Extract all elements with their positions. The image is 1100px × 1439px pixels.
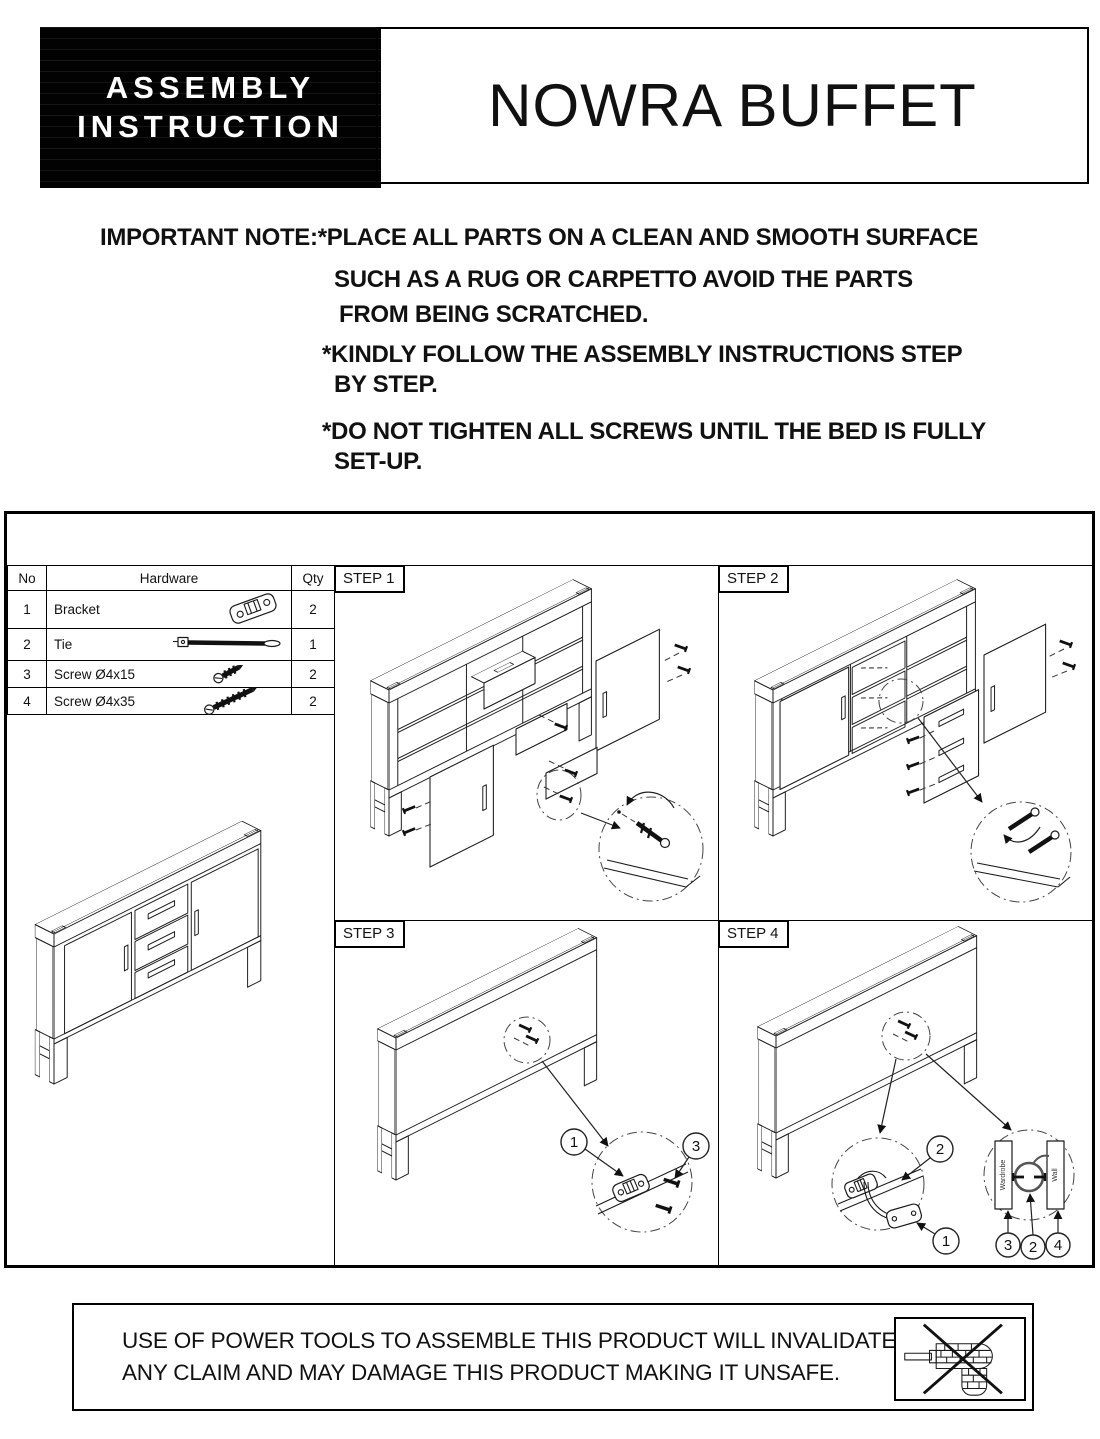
detached-right-door — [984, 624, 1075, 743]
svg-text:1: 1 — [569, 1134, 579, 1151]
row3-hardware — [47, 661, 292, 688]
row4-hardware — [47, 688, 292, 715]
screw-icon — [897, 1018, 910, 1029]
screw-icon — [403, 826, 416, 836]
note-line-3: FROM BEING SCRATCHED. — [339, 301, 649, 328]
no-power-tools-icon — [894, 1317, 1026, 1401]
finished-buffet-drawing — [9, 814, 331, 1114]
step3-label: STEP 3 — [334, 920, 405, 948]
detail-circle-bracket-tie — [832, 1138, 924, 1230]
step1-label: STEP 1 — [334, 565, 405, 593]
row1-name: Bracket — [54, 602, 100, 617]
screw-icon — [518, 1022, 531, 1033]
detached-left-door — [403, 745, 493, 867]
note-line-2: SUCH AS A RUG OR CARPETTO AVOID THE PARTS — [334, 266, 913, 293]
row4-no: 4 — [8, 688, 47, 715]
table-row — [8, 661, 335, 688]
warning-box — [72, 1303, 1034, 1411]
zoom-arrow-right — [926, 1054, 1011, 1130]
drawer-front-panel — [907, 690, 979, 803]
screw-icon — [655, 1202, 672, 1214]
detail-circle-screws — [971, 802, 1071, 902]
step4-panel — [718, 920, 1092, 1265]
screw-icon — [525, 1033, 538, 1044]
product-title: NOWRA BUFFET — [488, 72, 977, 139]
step2-label: STEP 2 — [718, 565, 789, 593]
row3-no: 3 — [8, 661, 47, 688]
screw-icon — [559, 793, 572, 803]
screw-icon — [907, 760, 920, 770]
row4-name: Screw Ø4x35 — [54, 693, 136, 709]
svg-text:3: 3 — [691, 1138, 701, 1155]
callout-1 — [561, 1129, 623, 1176]
zoom-source-circle — [504, 1017, 550, 1063]
note-line-7: SET-UP. — [334, 448, 423, 475]
detail-circle-screw — [599, 792, 703, 901]
screw-long-icon — [201, 685, 265, 718]
badge-line2: INSTRUCTION — [77, 109, 344, 144]
callout-2-right — [1021, 1194, 1045, 1259]
wall-label: Wall — [1052, 1168, 1059, 1182]
row2-no: 2 — [8, 629, 47, 661]
screw-icon — [904, 1029, 917, 1040]
note-line-6: *DO NOT TIGHTEN ALL SCREWS UNTIL THE BED IS FULLY — [322, 418, 986, 445]
screw-icon — [1059, 638, 1072, 648]
wardrobe-label: Wardrobe — [1000, 1159, 1007, 1191]
note-line-4: *KINDLY FOLLOW THE ASSEMBLY INSTRUCTIONS STEP — [322, 341, 963, 368]
row4-qty: 2 — [292, 688, 335, 715]
bracket-mounted — [843, 1173, 879, 1200]
step4-label: STEP 4 — [718, 920, 789, 948]
detail-circle-wall-tie — [984, 1130, 1074, 1220]
step2-panel — [718, 565, 1092, 920]
table-row — [8, 629, 335, 661]
bracket-icon — [221, 591, 285, 628]
badge-line1: ASSEMBLY — [105, 70, 316, 105]
col-qty: Qty — [292, 566, 335, 591]
instruction-frame — [4, 511, 1095, 1268]
step2-drawing — [718, 565, 1092, 920]
screw-icon — [403, 804, 416, 814]
screw-icon — [907, 786, 920, 796]
row1-hardware — [47, 591, 292, 629]
callout-3 — [675, 1133, 709, 1178]
callout-4-right — [1046, 1211, 1070, 1257]
assembly-instruction-badge — [40, 27, 381, 188]
row2-hardware — [47, 629, 292, 661]
svg-text:3: 3 — [1003, 1237, 1013, 1254]
step4-drawing — [718, 920, 1092, 1265]
warning-line1: USE OF POWER TOOLS TO ASSEMBLE THIS PRODUCT WILL INVALIDATE — [122, 1328, 897, 1353]
svg-text:1: 1 — [941, 1233, 951, 1250]
callout-2-left — [902, 1136, 953, 1180]
hardware-table — [7, 565, 335, 715]
svg-text:2: 2 — [935, 1141, 945, 1158]
step1-drawing — [334, 565, 718, 920]
screw-icon — [674, 642, 687, 652]
row1-no: 1 — [8, 591, 47, 629]
col-no: No — [8, 566, 47, 591]
row3-qty: 2 — [292, 661, 335, 688]
table-row — [8, 688, 335, 715]
zoom-source-circle — [882, 1012, 930, 1060]
step3-panel — [334, 920, 718, 1265]
step1-panel — [334, 565, 718, 920]
note-line-5: BY STEP. — [334, 371, 438, 398]
product-title-box — [376, 27, 1089, 184]
screw-icon — [677, 664, 690, 674]
warning-text — [122, 1325, 896, 1389]
hardware-table-header — [8, 566, 335, 591]
col-hardware: Hardware — [47, 566, 292, 591]
table-row — [8, 591, 335, 629]
row1-qty: 2 — [292, 591, 335, 629]
svg-text:2: 2 — [1028, 1239, 1038, 1256]
screw-icon — [907, 734, 920, 744]
detached-right-door — [596, 629, 690, 751]
svg-text:4: 4 — [1053, 1237, 1063, 1254]
note-line-1: IMPORTANT NOTE:*PLACE ALL PARTS ON A CLEAN AND SMOOTH SURFACE — [100, 224, 979, 251]
step3-drawing — [334, 920, 718, 1265]
zoom-source-circle — [879, 679, 923, 723]
detail-circle-bracket — [592, 1132, 692, 1232]
callout-1-left — [917, 1223, 959, 1254]
zoom-arrow — [581, 813, 620, 828]
row3-name: Screw Ø4x15 — [54, 666, 136, 682]
screw-icon — [1062, 660, 1075, 670]
warning-line2: ANY CLAIM AND MAY DAMAGE THIS PRODUCT MAKING IT UNSAFE. — [122, 1360, 840, 1385]
row2-qty: 1 — [292, 629, 335, 661]
tie-icon — [173, 632, 285, 657]
bracket-loose — [885, 1203, 923, 1230]
row2-name: Tie — [54, 637, 73, 652]
zoom-arrow-left — [880, 1059, 896, 1133]
